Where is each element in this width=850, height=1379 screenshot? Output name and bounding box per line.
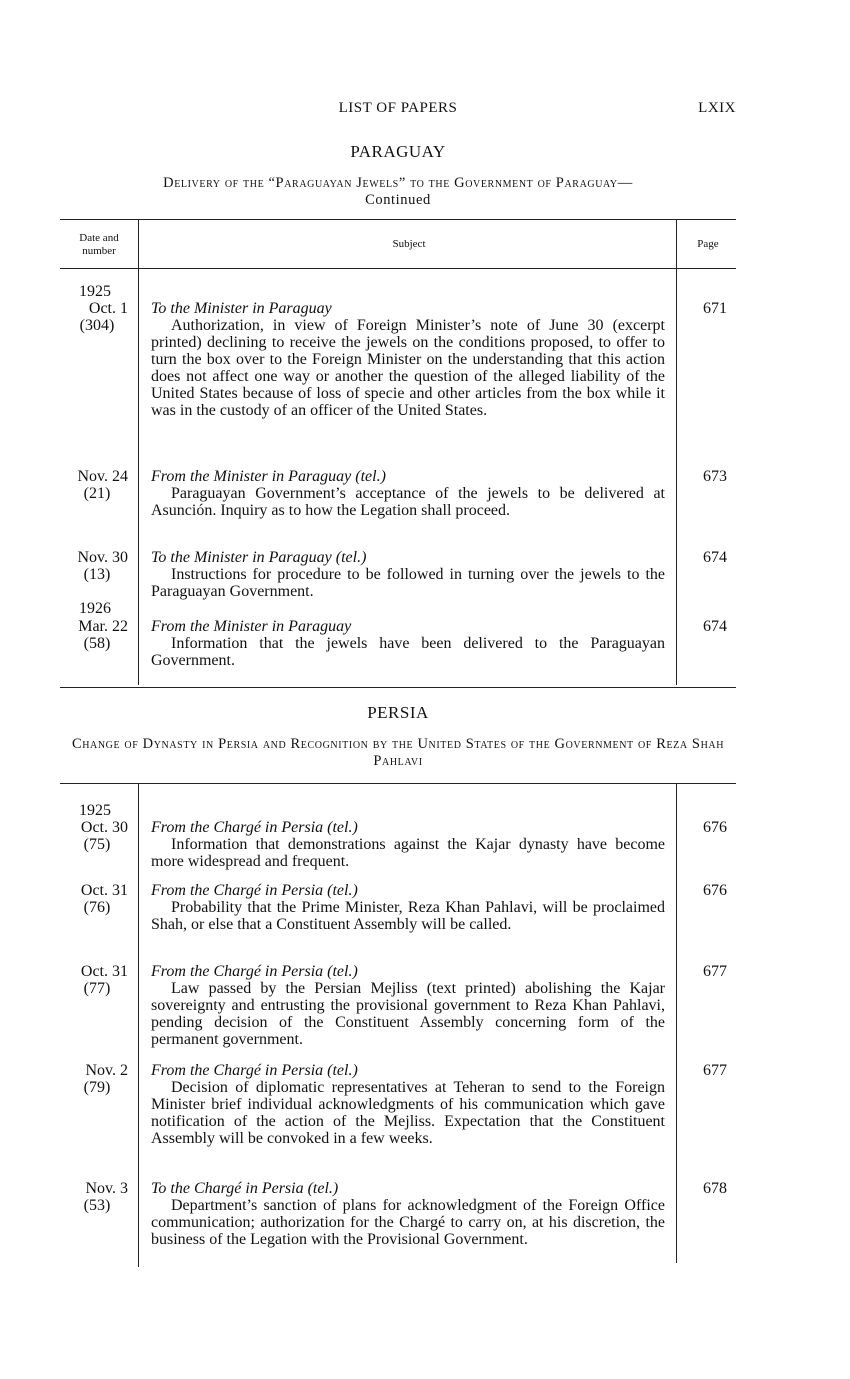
entry-addressee: From the Chargé in Persia (tel.): [151, 819, 358, 836]
section-title-paraguay: [60, 175, 736, 209]
entry-page: 677: [703, 963, 727, 980]
running-title: LIST OF PAPERS: [338, 100, 458, 116]
entry-addressee: To the Minister in Paraguay (tel.): [151, 549, 367, 566]
entry-page: 671: [703, 300, 727, 317]
entry-description: Paraguayan Government’s acceptance of the jewels to be delivered at Asunción. Inquiry as to how the Legation shall proceed.: [151, 485, 665, 519]
entry-description: Department’s sanction of plans for acknowledgment of the Foreign Office communication; authorization for the Chargé to carry on, at his discretion, the business of the Legation with the Provisional Government.: [151, 1197, 665, 1248]
year-label: 1925: [79, 802, 111, 819]
year-label: 1926: [79, 600, 111, 617]
entry-page: 673: [703, 468, 727, 485]
entry-description: Information that demonstrations against the Kajar dynasty have become more widespread and frequent.: [151, 836, 665, 870]
entry-page: 678: [703, 1180, 727, 1197]
entry-number: (77): [83, 980, 111, 997]
entry-addressee: From the Minister in Paraguay: [151, 618, 352, 635]
table-bottom-rule: [60, 687, 736, 688]
column-divider-left: [138, 219, 139, 685]
entry-page: 677: [703, 1062, 727, 1079]
country-heading-paraguay: PARAGUAY: [350, 142, 446, 161]
entry-number: (76): [83, 899, 111, 916]
entry-description: Authorization, in view of Foreign Minister’s note of June 30 (excerpt printed) declining to receive the jewels on the conditions proposed, to offer to turn the box over to the Foreign Minister on the understanding that this action does not affect one way or another the question of the alleged liability of the United States because of loss of specie and other articles from the box while it was in the custody of an officer of the United States.: [151, 317, 665, 419]
year-label: 1925: [79, 283, 111, 300]
entry-date: Nov. 30: [77, 549, 128, 566]
entry-number: (53): [83, 1197, 111, 1214]
entry-number: (13): [83, 566, 111, 583]
entry-addressee: From the Minister in Paraguay (tel.): [151, 468, 386, 485]
entry-date: Nov. 24: [77, 468, 128, 485]
entry-date: Nov. 3: [85, 1180, 128, 1197]
entry-date: Nov. 2: [85, 1062, 128, 1079]
entry-description: Information that the jewels have been delivered to the Paraguayan Government.: [151, 635, 665, 669]
entry-date: Oct. 1: [88, 300, 128, 317]
table-top-rule: [60, 219, 736, 220]
section-title-text: Delivery of the “Paraguayan Jewels” to the Government of Paraguay—: [163, 175, 633, 191]
entry-number: (58): [83, 635, 111, 652]
entry-page: 674: [703, 618, 727, 635]
entry-date: Oct. 31: [80, 963, 128, 980]
table-top-rule: [60, 783, 736, 784]
country-heading-persia: PERSIA: [367, 703, 429, 722]
entry-date: Oct. 31: [80, 882, 128, 899]
entry-page: 676: [703, 819, 727, 836]
entry-addressee: To the Chargé in Persia (tel.): [151, 1180, 339, 1197]
entry-addressee: From the Chargé in Persia (tel.): [151, 882, 358, 899]
entry-addressee: To the Minister in Paraguay: [151, 300, 332, 317]
column-header-date: Date and number: [79, 232, 119, 257]
running-head: [60, 100, 736, 122]
entry-number: (304): [79, 317, 115, 334]
header-bottom-rule: [60, 268, 736, 269]
column-header-subject: Subject: [392, 238, 426, 250]
section-title-persia: Change of Dynasty in Persia and Recognition by the United States of the Government of Reza Shah Pahlavi: [71, 736, 725, 769]
column-divider-left: [138, 783, 139, 1267]
entry-description: Instructions for procedure to be followed in turning over the jewels to the Paraguayan Government.: [151, 566, 665, 600]
column-header-page: Page: [697, 238, 719, 250]
column-divider-right: [676, 219, 677, 685]
entry-page: 674: [703, 549, 727, 566]
entry-addressee: From the Chargé in Persia (tel.): [151, 963, 358, 980]
entry-addressee: From the Chargé in Persia (tel.): [151, 1062, 358, 1079]
entry-description: Law passed by the Persian Mejliss (text printed) abolishing the Kajar sovereignty and entrusting the provisional government to Reza Khan Pahlavi, pending decision of the Constituent Assembly concerning form of the permanent government.: [151, 980, 665, 1048]
column-divider-right: [676, 783, 677, 1263]
entry-date: Mar. 22: [78, 618, 128, 635]
entry-number: (75): [83, 836, 111, 853]
page-folio: LXIX: [698, 100, 736, 116]
entry-number: (21): [83, 485, 111, 502]
entry-date: Oct. 30: [80, 819, 128, 836]
continued-label: Continued: [365, 192, 431, 208]
entry-page: 676: [703, 882, 727, 899]
entry-number: (79): [83, 1079, 111, 1096]
entry-description: Decision of diplomatic representatives at Teheran to send to the Foreign Minister brief individual acknowledgments of his communication which gave notification of the action of the Mejliss. Expectation that the Constituent Assembly will be convoked in a few weeks.: [151, 1079, 665, 1147]
entry-description: Probability that the Prime Minister, Reza Khan Pahlavi, will be proclaimed Shah, or else that a Constituent Assembly will be called.: [151, 899, 665, 933]
